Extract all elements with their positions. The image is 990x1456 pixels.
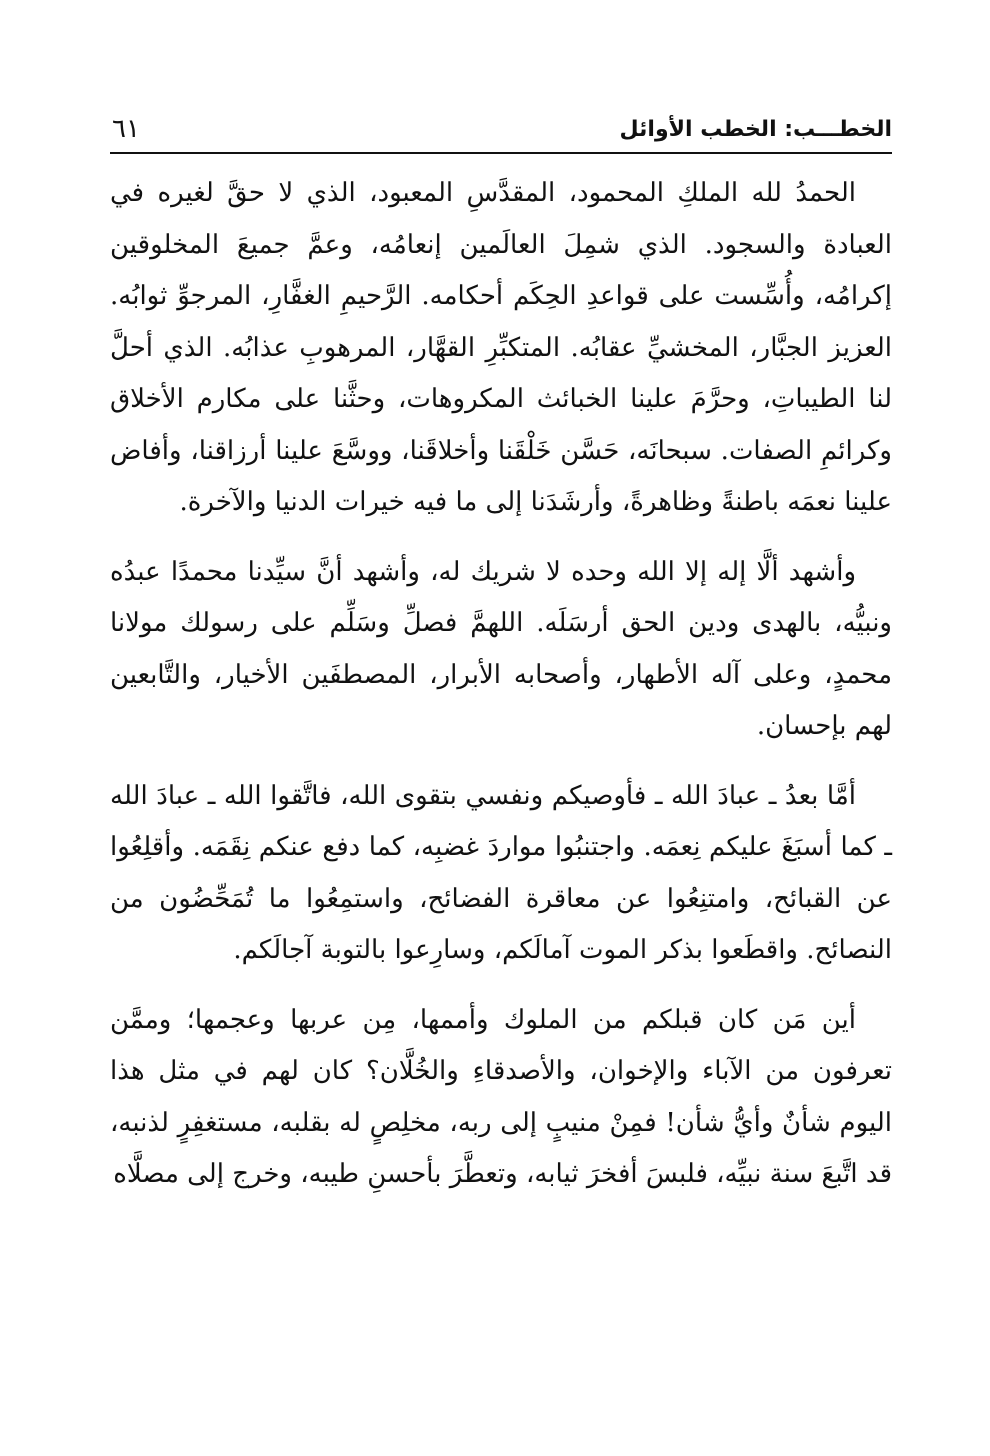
running-header-title: الخطـــب: الخطب الأوائل — [619, 117, 892, 142]
running-header — [110, 112, 892, 154]
page-number: ٦١ — [112, 114, 140, 144]
paragraph-reflection: أين مَن كان قبلكم من الملوك وأممها، مِن عربها وعجمها؛ وممَّن تعرفون من الآباء والإخوان، والأصدقاءِ والخُلَّان؟ كان لهم في مثل هذا اليوم شأنٌ وأيُّ شأن! فمِنْ منيبٍ إلى ربه، مخلِصٍ له بقلبه، مستغفِرٍ لذنبه، قد اتَّبعَ سنة نبيِّه، فلبسَ أفخرَ ثيابه، وتعطَّرَ بأحسنِ طيبه، وخرج إلى مصلَّاه — [110, 1004, 892, 1189]
paragraph-exhortation: أمَّا بعدُ ـ عبادَ الله ـ فأوصيكم ونفسي بتقوى الله، فاتَّقوا الله ـ عبادَ الله ـ كما أسبَغَ عليكم نِعمَه. واجتنبُوا مواردَ غضبِه، كما دفع عنكم نِقَمَه. وأقلِعُوا عن القبائح، وامتنِعُوا عن معاقرة الفضائح، واستمِعُوا ما تُمَحِّضُون من النصائح. واقطَعوا بذكر الموت آمالَكم، وسارِعوا بالتوبة آجالَكم. — [110, 780, 892, 965]
book-page — [110, 112, 892, 1219]
body-text — [110, 168, 892, 1201]
paragraph-praise: الحمدُ لله الملكِ المحمود، المقدَّسِ المعبود، الذي لا حقَّ لغيره في العبادة والسجود. الذي شمِلَ العالَمين إنعامُه، وعمَّ جميعَ المخلوقين إكرامُه، وأُسِّست على قواعدِ الحِكَم أحكامه. الرَّحيمِ الغفَّارِ، المرجوِّ ثوابُه. العزيز الجبَّار، المخشيِّ عقابُه. المتكبِّرِ القهَّار، المرهوبِ عذابُه. الذي أحلَّ لنا الطيباتِ، وحرَّمَ علينا الخبائث المكروهات، وحثَّنا على مكارم الأخلاق وكرائمِ الصفات. سبحانَه، حَسَّن خَلْقَنا وأخلاقَنا، ووسَّعَ علينا أرزاقنا، وأفاض علينا نعمَه باطنةً وظاهرةً، وأرشَدَنا إلى ما فيه خيرات الدنيا والآخرة. — [110, 178, 892, 517]
paragraph-testimony: وأشهد ألَّا إله إلا الله وحده لا شريك له، وأشهد أنَّ سيِّدنا محمدًا عبدُه ونبيُّه، بالهدى ودين الحق أرسَلَه. اللهمَّ فصلِّ وسَلِّم على رسولك مولانا محمدٍ، وعلى آله الأطهار، وأصحابه الأبرار، المصطفَين الأخيار، والتَّابعين لهم بإحسان. — [110, 556, 892, 741]
